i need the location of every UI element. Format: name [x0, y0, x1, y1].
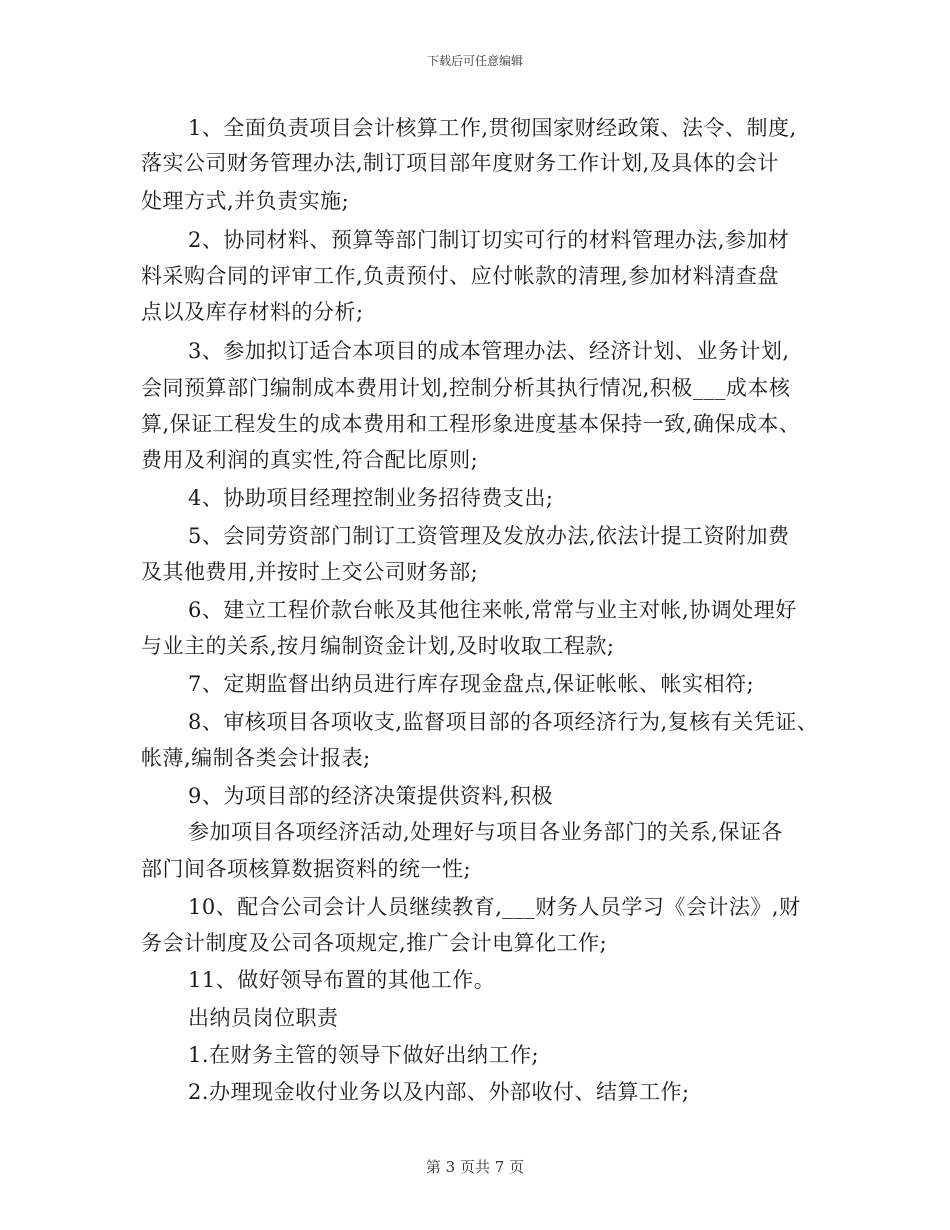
- text-line: 1.在财务主管的领导下做好出纳工作;: [188, 1043, 540, 1067]
- text-line: 参加项目各项经济活动,处理好与项目各业务部门的关系,保证各: [188, 820, 783, 844]
- text-line: 6、建立工程价款台帐及其他往来帐,常常与业主对帐,协调处理好: [188, 598, 797, 622]
- text-line: 会同预算部门编制成本费用计划,控制分析其执行情况,积极___成本核: [141, 376, 791, 400]
- text-line: 部门间各项核算数据资料的统一性;: [141, 857, 472, 881]
- text-line: 及其他费用,并按时上交公司财务部;: [141, 560, 479, 584]
- section-heading: 出纳员岗位职责: [188, 1006, 339, 1030]
- text-line: 2、协同材料、预算等部门制订切实可行的材料管理办法,参加材: [188, 228, 790, 252]
- text-line: 落实公司财务管理办法,制订项目部年度财务工作计划,及具体的会计: [141, 151, 779, 175]
- text-line: 处理方式,并负责实施;: [141, 189, 350, 213]
- text-line: 1、全面负责项目会计核算工作,贯彻国家财经政策、法令、制度,: [188, 116, 797, 140]
- page-number: 第 3 页共 7 页: [425, 1158, 525, 1176]
- text-line: 10、配合公司会计人员继续教育,___财务人员学习《会计法》,财: [188, 895, 801, 919]
- text-line: 算,保证工程发生的成本费用和工程形象进度基本保持一致,确保成本、: [141, 412, 801, 436]
- text-line: 2.办理现金收付业务以及内部、外部收付、结算工作;: [188, 1080, 690, 1104]
- text-line: 8、审核项目各项收支,监督项目部的各项经济行为,复核有关凭证、: [188, 710, 819, 734]
- page-header: 下载后可任意编辑: [426, 54, 523, 68]
- text-line: 料采购合同的评审工作,负责预付、应付帐款的清理,参加材料清查盘: [141, 264, 779, 288]
- text-line: 9、为项目部的经济决策提供资料,积极: [188, 784, 554, 808]
- text-line: 4、协助项目经理控制业务招待费支出;: [188, 486, 554, 510]
- text-line: 帐薄,编制各类会计报表;: [141, 746, 371, 770]
- text-line: 费用及利润的真实性,符合配比原则;: [141, 448, 479, 472]
- text-line: 5、会同劳资部门制订工资管理及发放办法,依法计提工资附加费: [188, 524, 790, 548]
- text-line: 点以及库存材料的分析;: [141, 300, 364, 324]
- text-line: 与业主的关系,按月编制资金计划,及时收取工程款;: [141, 634, 615, 658]
- text-line: 3、参加拟订适合本项目的成本管理办法、经济计划、业务计划,: [188, 339, 790, 363]
- text-line: 7、定期监督出纳员进行库存现金盘点,保证帐帐、帐实相符;: [188, 672, 755, 696]
- text-line: 务会计制度及公司各项规定,推广会计电算化工作;: [141, 931, 608, 955]
- text-line: 11、做好领导布置的其他工作。: [188, 968, 496, 992]
